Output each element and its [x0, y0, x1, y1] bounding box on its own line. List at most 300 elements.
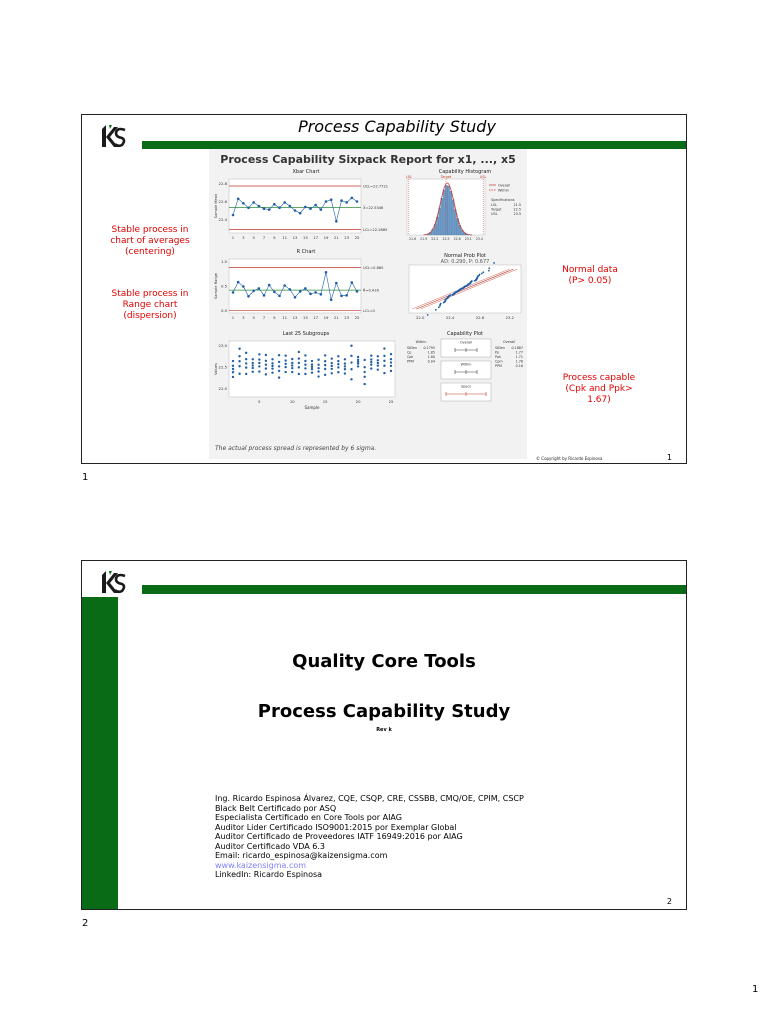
- spec-value: 23.5: [513, 212, 521, 216]
- xbar-point: [335, 220, 338, 223]
- xbar-point: [283, 201, 286, 204]
- last25-point: [258, 362, 260, 364]
- xbar-point: [330, 198, 333, 201]
- last25-point: [377, 368, 379, 370]
- spec-name: USL: [491, 212, 498, 216]
- normal-prob-plot: [405, 253, 525, 327]
- xbar-x-tick: 25: [354, 235, 360, 240]
- last25-point: [331, 368, 333, 370]
- last25-point: [363, 371, 365, 373]
- last25-point: [284, 354, 286, 356]
- sixpack-caption: The actual process spread is represented by 6 sigma.: [215, 445, 377, 452]
- normal-point: [479, 274, 481, 276]
- last25-chart: [211, 331, 401, 413]
- histogram-title: Capability Histogram: [438, 169, 492, 175]
- r-point: [351, 281, 354, 284]
- last25-point: [370, 354, 372, 356]
- last25-point: [291, 362, 293, 364]
- last25-chart-title: Last 25 Subgroups: [282, 331, 330, 337]
- r-point: [247, 295, 250, 298]
- last25-point: [271, 371, 273, 373]
- within-stat-value: 0.1795: [423, 346, 435, 350]
- last25-point: [350, 378, 352, 380]
- r-point: [340, 295, 343, 298]
- spec-title: Specifications: [491, 198, 515, 202]
- r-point: [309, 293, 312, 296]
- r-plot: [211, 249, 401, 325]
- r-x-tick: 9: [273, 315, 276, 320]
- r-x-tick: 23: [344, 315, 350, 320]
- last25-point: [324, 374, 326, 376]
- xbar-x-tick: 19: [323, 235, 329, 240]
- last25-point: [245, 358, 247, 360]
- last25-point: [337, 363, 339, 365]
- last25-point: [383, 355, 385, 357]
- last25-point: [317, 359, 319, 361]
- histogram-x-tick: 23.4: [475, 237, 483, 241]
- last25-point: [317, 367, 319, 369]
- xbar-point: [294, 209, 297, 212]
- contact-line: Auditor Certificado de Proveedores IATF 16949:2016 por AIAG: [215, 832, 463, 841]
- last25-point: [245, 352, 247, 354]
- xbar-center-label: X̄=22.5346: [363, 205, 384, 210]
- sixpack-report: [209, 149, 527, 459]
- last25-point: [390, 358, 392, 360]
- last25-point: [390, 370, 392, 372]
- last25-x-tick: 20: [355, 399, 361, 404]
- last25-point: [370, 358, 372, 360]
- last25-point: [350, 345, 352, 347]
- normal-point: [493, 262, 495, 264]
- last25-point: [311, 363, 313, 365]
- histogram-bar: [441, 198, 443, 235]
- last25-point: [271, 365, 273, 367]
- last25-point: [238, 373, 240, 375]
- normal-x-tick: 23.2: [505, 315, 515, 320]
- note-normal-data: Normal data (P> 0.05): [562, 265, 618, 286]
- r-x-tick: 5: [252, 315, 255, 320]
- last25-point: [238, 348, 240, 350]
- xbar-x-tick: 15: [302, 235, 308, 240]
- last25-point: [238, 360, 240, 362]
- xbar-y-label: Sample Mean: [214, 193, 218, 219]
- last25-point: [232, 365, 234, 367]
- last25-point: [370, 367, 372, 369]
- last25-point: [317, 375, 319, 377]
- xbar-point: [340, 199, 343, 202]
- last25-point: [390, 361, 392, 363]
- last25-point: [344, 368, 346, 370]
- xbar-x-tick: 5: [252, 235, 255, 240]
- last25-point: [357, 359, 359, 361]
- r-x-tick: 11: [282, 315, 288, 320]
- last25-y-label: Values: [214, 363, 218, 375]
- within-stat-name: StDev: [407, 346, 417, 350]
- copyright: © Copyright by Ricardo Espinosa: [536, 456, 603, 461]
- capability-bar-label: Overall: [459, 340, 473, 345]
- xbar-x-tick: 23: [344, 235, 350, 240]
- overall-stat-name: Pp: [495, 350, 500, 355]
- note-stable-range: Stable process in Range chart (dispersion): [111, 289, 189, 321]
- last25-point: [265, 354, 267, 356]
- last25-point: [383, 365, 385, 367]
- xbar-x-tick: 21: [333, 235, 339, 240]
- xbar-lcl-label: LCL=22.2885: [363, 228, 388, 233]
- slide-number: 1: [666, 453, 672, 462]
- last25-point: [377, 355, 379, 357]
- r-point: [314, 291, 317, 294]
- last25-point: [258, 358, 260, 360]
- slide-title: Process Capability Study: [298, 117, 496, 136]
- normal-point: [427, 314, 429, 316]
- last25-point: [317, 370, 319, 372]
- last25-point: [324, 354, 326, 356]
- overall-stat-name: Ppk: [495, 355, 501, 359]
- last25-y-tick: 23.0: [218, 342, 227, 348]
- xbar-point: [237, 198, 240, 201]
- spec-value: 22.5: [513, 207, 521, 212]
- r-lcl-label: LCL=0: [363, 309, 375, 314]
- r-chart: [211, 249, 401, 325]
- histogram-bar: [447, 186, 449, 235]
- last25-y-tick: 22.0: [218, 385, 227, 391]
- overall-title: Overall: [502, 340, 516, 344]
- slide-1-label: 1: [82, 472, 89, 483]
- last25-point: [331, 372, 333, 374]
- last25-point: [344, 362, 346, 364]
- last25-point: [258, 353, 260, 355]
- last25-point: [291, 367, 293, 369]
- overall-stat-value: 1.71: [515, 355, 523, 359]
- header-bar: [142, 141, 687, 149]
- last25-plot: [211, 331, 401, 413]
- histogram-x-tick: 23.1: [464, 237, 472, 241]
- r-chart-title: R Chart: [296, 249, 316, 255]
- last25-point: [278, 370, 280, 372]
- xbar-point: [268, 208, 271, 211]
- last25-point: [344, 358, 346, 360]
- normal-x-tick: 22.8: [475, 315, 485, 320]
- xbar-y-tick: 22.4: [218, 217, 227, 222]
- last25-point: [238, 365, 240, 367]
- last25-point: [390, 365, 392, 367]
- last25-point: [284, 371, 286, 373]
- last25-point: [232, 376, 234, 378]
- last25-point: [265, 360, 267, 362]
- sixpack-title: Process Capability Sixpack Report for x1, ..., x5: [220, 153, 516, 166]
- within-stat-value: 1.80: [427, 355, 435, 359]
- spec-name: Target: [491, 207, 502, 212]
- last25-point: [324, 360, 326, 362]
- r-center-label: R̄=0.416: [363, 288, 379, 293]
- last25-point: [377, 362, 379, 364]
- last25-point: [284, 366, 286, 368]
- xbar-point: [289, 205, 292, 208]
- histogram-bar: [445, 185, 447, 235]
- contact-email: Email: ricardo_espinosa@kaizensigma.com: [215, 851, 388, 860]
- overall-stat-name: StDev: [495, 346, 505, 350]
- r-point: [294, 296, 297, 299]
- last25-point: [252, 371, 254, 373]
- r-point: [268, 284, 271, 287]
- histogram-x-tick: 22.5: [442, 237, 450, 241]
- last25-point: [291, 358, 293, 360]
- last25-point: [278, 376, 280, 378]
- xbar-point: [309, 207, 312, 210]
- linkedin-line: LinkedIn: Ricardo Espinosa: [215, 870, 323, 879]
- last25-point: [284, 359, 286, 361]
- r-point: [232, 291, 235, 294]
- overall-stat-value: 1.77: [515, 350, 523, 355]
- slide-2-label: 2: [82, 918, 89, 929]
- ks-logo: [98, 567, 128, 597]
- last25-point: [331, 365, 333, 367]
- contact-line: Auditor Certificado VDA 6.3: [215, 841, 325, 851]
- histogram-target-label: Target: [440, 175, 452, 179]
- xbar-point: [273, 203, 276, 206]
- overall-stat-value: 0.16: [515, 364, 523, 368]
- r-point: [283, 284, 286, 287]
- histogram-usl-label: USL: [479, 175, 487, 179]
- r-x-tick: 17: [313, 315, 319, 320]
- contact-line: Black Belt Certificado por ASQ: [215, 803, 337, 813]
- last25-point: [284, 363, 286, 365]
- last25-point: [298, 362, 300, 364]
- normal-point: [440, 303, 442, 305]
- xbar-point: [356, 200, 359, 203]
- normal-point: [482, 271, 484, 273]
- last25-point: [298, 373, 300, 375]
- xbar-point: [320, 208, 323, 211]
- last25-point: [337, 366, 339, 368]
- histogram-x-tick: 21.9: [420, 237, 428, 241]
- last25-point: [291, 371, 293, 373]
- xbar-point: [263, 207, 266, 210]
- capability-bar-label: Specs: [460, 384, 472, 389]
- last25-x-tick: 5: [258, 399, 261, 404]
- last25-point: [377, 359, 379, 361]
- last25-point: [245, 366, 247, 368]
- histogram-legend-label: Within: [498, 188, 509, 193]
- heading-process-capability: Process Capability Study: [257, 701, 511, 722]
- xbar-point: [351, 197, 354, 200]
- histogram-x-tick: 21.6: [409, 237, 417, 241]
- within-stat-value: 1.85: [427, 350, 435, 355]
- histogram-lsl-label: LSL: [405, 175, 412, 179]
- page-number: 1: [752, 984, 759, 995]
- xbar-point: [242, 202, 245, 205]
- side-bar: [82, 597, 118, 910]
- last25-point: [363, 383, 365, 385]
- last25-x-label: Sample: [304, 405, 320, 410]
- last25-point: [304, 363, 306, 365]
- r-point: [252, 290, 255, 293]
- last25-point: [370, 363, 372, 365]
- histogram-legend-label: Overall: [498, 183, 511, 188]
- r-x-tick: 15: [302, 315, 308, 320]
- histogram-bar: [452, 200, 454, 235]
- r-x-tick: 13: [292, 315, 298, 320]
- last25-point: [357, 356, 359, 358]
- contact-block: [215, 794, 524, 880]
- r-x-tick: 3: [242, 315, 245, 320]
- last25-point: [363, 376, 365, 378]
- last25-point: [350, 368, 352, 370]
- last25-point: [304, 354, 306, 356]
- contact-line: Auditor Lider Certificado ISO9001:2015 por Exemplar Global: [215, 822, 457, 832]
- r-point: [335, 282, 338, 285]
- spec-value: 21.5: [513, 203, 521, 207]
- r-point: [278, 295, 281, 298]
- xbar-point: [232, 214, 235, 217]
- last25-point: [331, 357, 333, 359]
- last25-point: [265, 367, 267, 369]
- last25-point: [304, 360, 306, 362]
- last25-x-tick: 25: [388, 399, 394, 404]
- ks-logo: [98, 121, 128, 151]
- histogram-plot: [405, 169, 525, 249]
- normal-plot-subtitle: AD: 0.290, P: 0.677: [440, 259, 490, 265]
- last25-point: [344, 365, 346, 367]
- last25-point: [258, 370, 260, 372]
- r-x-tick: 1: [231, 315, 235, 320]
- last25-point: [383, 360, 385, 362]
- r-point: [330, 298, 333, 301]
- r-point: [356, 290, 359, 293]
- xbar-y-tick: 22.6: [218, 199, 227, 204]
- xbar-x-tick: 7: [262, 235, 266, 240]
- last25-point: [324, 368, 326, 370]
- r-y-tick: 1.0: [220, 258, 227, 264]
- last25-point: [350, 355, 352, 357]
- spec-name: LSL: [491, 203, 497, 207]
- last25-point: [311, 366, 313, 368]
- last25-point: [304, 367, 306, 369]
- last25-point: [278, 361, 280, 363]
- last25-point: [298, 351, 300, 353]
- histogram-bar: [450, 191, 452, 235]
- normal-x-tick: 22.4: [445, 315, 455, 320]
- capability-plot-body: [405, 331, 525, 413]
- last25-point: [278, 365, 280, 367]
- xbar-x-tick: 13: [292, 235, 298, 240]
- xbar-point: [247, 207, 250, 210]
- last25-point: [337, 360, 339, 362]
- normal-point: [435, 309, 437, 311]
- last25-point: [377, 364, 379, 366]
- last25-point: [298, 357, 300, 359]
- capability-histogram: [405, 169, 525, 249]
- r-point: [304, 287, 307, 290]
- last25-point: [271, 358, 273, 360]
- within-stat-value: 0.04: [427, 359, 435, 364]
- last25-point: [265, 373, 267, 375]
- last25-point: [271, 362, 273, 364]
- r-point: [299, 290, 302, 293]
- last25-point: [258, 365, 260, 367]
- within-title: Within: [415, 340, 427, 344]
- last25-point: [232, 360, 234, 362]
- last25-point: [271, 367, 273, 369]
- r-point: [242, 285, 245, 288]
- r-point: [345, 294, 348, 297]
- last25-point: [311, 368, 313, 370]
- r-ucl-label: UCL=0.880: [363, 265, 384, 270]
- overall-stat-name: PPM: [495, 364, 502, 368]
- capability-bar-label: Within: [460, 362, 472, 367]
- last25-point: [311, 360, 313, 362]
- xbar-x-tick: 3: [242, 235, 245, 240]
- last25-point: [344, 372, 346, 374]
- histogram-x-tick: 22.2: [431, 237, 439, 241]
- xbar-point: [299, 212, 302, 215]
- slide-1: [81, 114, 687, 464]
- within-stat-name: PPM: [407, 359, 414, 364]
- overall-stat-name: Cpm: [495, 359, 503, 364]
- xbar-x-tick: 17: [313, 235, 319, 240]
- last25-point: [383, 372, 385, 374]
- xbar-plot-area: [229, 179, 361, 233]
- heading-quality-core-tools: Quality Core Tools: [292, 651, 476, 672]
- xbar-chart: [211, 169, 401, 245]
- last25-point: [311, 371, 313, 373]
- last25-point: [245, 362, 247, 364]
- r-y-label: Sample Range: [214, 272, 218, 300]
- xbar-point: [258, 205, 261, 208]
- website-link[interactable]: www.kaizensigma.com: [215, 860, 307, 870]
- overall-stat-value: 0.1887: [511, 346, 523, 350]
- last25-point: [337, 355, 339, 357]
- contact-line: Especialista Certificado en Core Tools por AIAG: [215, 813, 402, 822]
- normal-point: [438, 306, 440, 308]
- r-y-tick: 0.0: [220, 308, 227, 314]
- normal-point: [488, 267, 490, 269]
- header-bar: [142, 585, 687, 594]
- last25-point: [252, 362, 254, 364]
- last25-point: [278, 354, 280, 356]
- r-x-tick: 19: [323, 315, 329, 320]
- last25-point: [317, 364, 319, 366]
- last25-point: [238, 355, 240, 357]
- last25-point: [383, 347, 385, 349]
- r-point: [320, 293, 323, 296]
- r-point: [325, 271, 328, 274]
- normal-plot: [405, 253, 525, 327]
- last25-point: [331, 362, 333, 364]
- xbar-x-tick: 11: [282, 235, 288, 240]
- r-y-tick: 0.5: [220, 283, 227, 289]
- overall-stat-value: 1.76: [515, 359, 523, 364]
- last25-point: [350, 361, 352, 363]
- normal-plot-title: Normal Prob Plot: [444, 253, 486, 259]
- xbar-y-tick: 22.8: [218, 181, 227, 186]
- xbar-chart-title: Xbar Chart: [292, 169, 320, 175]
- last25-point: [265, 363, 267, 365]
- last25-point: [252, 364, 254, 366]
- last25-point: [252, 358, 254, 360]
- last25-point: [337, 371, 339, 373]
- r-point: [273, 291, 276, 294]
- last25-point: [390, 353, 392, 355]
- normal-point: [488, 270, 490, 272]
- last25-point: [363, 366, 365, 368]
- xbar-x-tick: 1: [231, 235, 235, 240]
- last25-x-tick: 15: [322, 399, 328, 404]
- xbar-plot: [211, 169, 401, 245]
- last25-point: [232, 368, 234, 370]
- last25-point: [304, 373, 306, 375]
- last25-point: [245, 373, 247, 375]
